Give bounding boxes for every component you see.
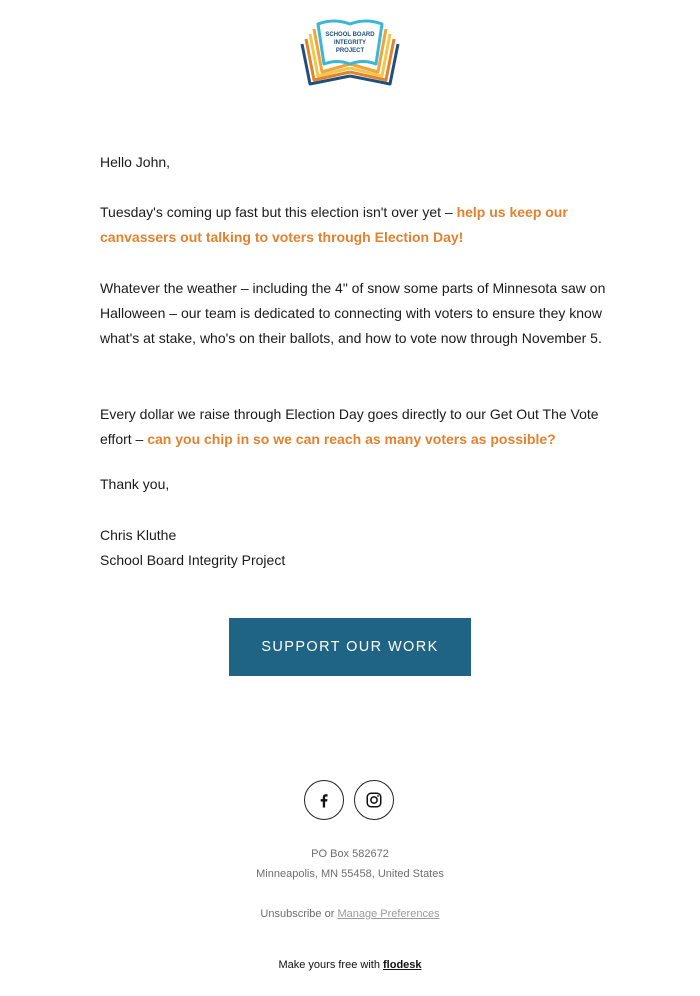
social-links bbox=[304, 780, 394, 820]
logo-text-line3: PROJECT bbox=[335, 48, 365, 54]
signature bbox=[100, 523, 610, 573]
paragraph-1-text: Tuesday's coming up fast but this election isn't over yet – bbox=[100, 204, 457, 220]
donate-link-1[interactable]: help us keep our canvassers out talking to voters through Election Day! bbox=[100, 204, 568, 245]
flodesk-credit bbox=[0, 959, 700, 971]
unsubscribe-link[interactable]: Unsubscribe bbox=[260, 908, 322, 920]
donate-link-2[interactable]: can you chip in so we can reach as many voters as possible? bbox=[147, 431, 556, 447]
logo-text-line2: INTEGRITY bbox=[333, 40, 367, 46]
paragraph-1 bbox=[100, 200, 610, 250]
support-our-work-button[interactable]: SUPPORT OUR WORK bbox=[229, 618, 471, 676]
paragraph-3 bbox=[100, 402, 610, 452]
signature-org: School Board Integrity Project bbox=[100, 552, 286, 568]
paragraph-2-text: Whatever the weather – including the 4" of snow some parts of Minnesota saw on Halloween – our team is dedicated to connecting with voters to ensure they know what's at stake, who's on their ballots, and how to vote now through November 5. bbox=[100, 280, 606, 346]
preferences-line bbox=[0, 908, 700, 920]
facebook-icon bbox=[315, 791, 333, 809]
signature-name: Chris Kluthe bbox=[100, 527, 177, 543]
greeting bbox=[100, 150, 610, 175]
flodesk-link[interactable]: flodesk bbox=[383, 959, 422, 971]
thanks-text: Thank you, bbox=[100, 476, 170, 492]
address-line-1: PO Box 582672 bbox=[311, 848, 389, 860]
or-text: or bbox=[321, 908, 338, 920]
facebook-link[interactable] bbox=[304, 780, 344, 820]
made-with-text: Make yours free with bbox=[278, 959, 384, 971]
manage-preferences-link[interactable]: Manage Preferences bbox=[337, 908, 440, 920]
closing bbox=[100, 472, 610, 497]
paragraph-3-text: Every dollar we raise through Election Day goes directly to our Get Out The Vote effort – bbox=[100, 406, 599, 447]
instagram-link[interactable] bbox=[354, 780, 394, 820]
logo-text-line1: SCHOOL BOARD bbox=[325, 32, 375, 38]
greeting-text: Hello John, bbox=[100, 154, 171, 170]
instagram-icon bbox=[365, 791, 383, 809]
logo bbox=[296, 14, 404, 90]
address-line-2: Minneapolis, MN 55458, United States bbox=[256, 868, 444, 880]
logo-book-graphic bbox=[296, 14, 404, 90]
paragraph-2 bbox=[100, 276, 610, 351]
